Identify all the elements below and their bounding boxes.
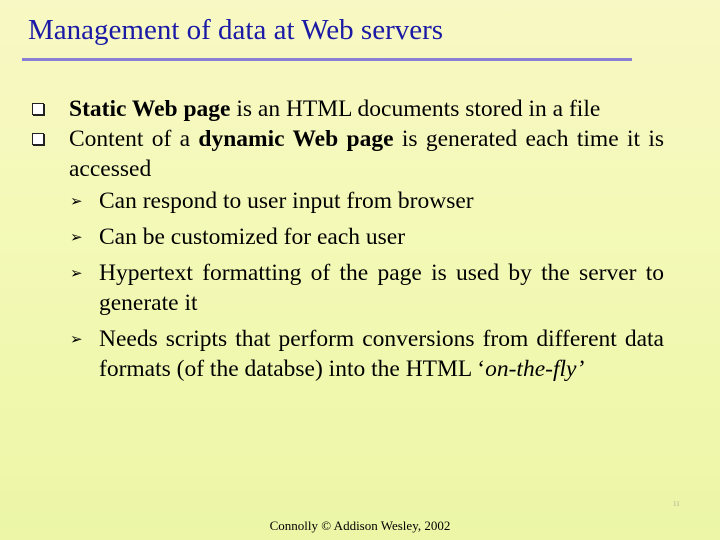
subbullet-text: Can respond to user input from browser xyxy=(99,188,474,214)
bullet-text: is generated each time it is accessed xyxy=(69,126,665,182)
subbullet-text-italic: on-the-fly’ xyxy=(485,356,585,382)
hollow-square-icon xyxy=(32,133,44,145)
bullet-text-bold: Static Web page xyxy=(69,96,231,122)
subbullet-item xyxy=(32,324,664,384)
title-underline xyxy=(22,58,632,61)
footer-copyright: Connolly © Addison Wesley, 2002 xyxy=(269,518,451,533)
subbullet-text: Needs scripts that perform conversions from different data formats (of the databse) into the HTML ‘ xyxy=(99,326,664,382)
bullet-text: Content of a xyxy=(69,126,199,152)
bullet-item xyxy=(32,94,664,124)
hollow-square-icon xyxy=(32,103,44,115)
bullet-text: is an HTML documents stored in a file xyxy=(230,96,601,122)
arrow-right-icon: ➢ xyxy=(70,192,83,210)
arrow-right-icon: ➢ xyxy=(70,228,83,246)
subbullet-item xyxy=(32,186,664,216)
bullet-item xyxy=(32,124,664,184)
slide-number: 11 xyxy=(673,500,680,508)
arrow-right-icon: ➢ xyxy=(70,330,83,348)
subbullet-text: Hypertext formatting of the page is used by the server to generate it xyxy=(99,260,664,316)
subbullet-item xyxy=(32,222,664,252)
subbullet-text: Can be customized for each user xyxy=(99,224,406,250)
arrow-right-icon: ➢ xyxy=(70,264,83,282)
slide-body xyxy=(32,94,664,384)
bullet-text-bold: dynamic Web page xyxy=(198,126,394,152)
subbullet-item xyxy=(32,258,664,318)
slide-title: Management of data at Web servers xyxy=(28,14,444,46)
